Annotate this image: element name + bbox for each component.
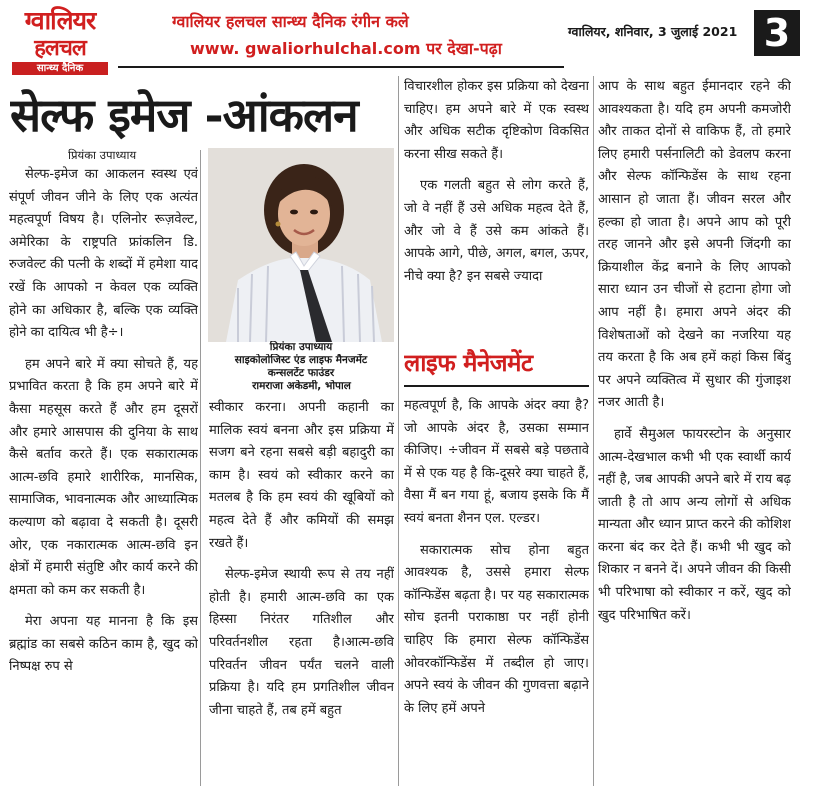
newspaper-logo[interactable] bbox=[6, 6, 114, 78]
caption-role-2: कन्सलटेंट फाउंडर bbox=[267, 367, 335, 379]
paragraph: एक गलती बहुत से लोग करते हैं, जो वे नहीं हैं उसे अधिक महत्व देते हैं, और जो वे हैं उसे कम आंकते हैं। आपके आगे, पीछे, अगल, बगल, ऊपर, नीचे क्या है? इन सबसे ज्यादा bbox=[404, 178, 589, 284]
masthead bbox=[0, 0, 821, 82]
caption-organisation: रामराजा अकेडमी, भोपाल bbox=[252, 380, 351, 392]
photo-caption bbox=[208, 341, 394, 381]
logo-line-3: सान्ध्य दैनिक bbox=[12, 62, 108, 75]
author-photo bbox=[208, 148, 394, 342]
article-column-2 bbox=[209, 380, 394, 780]
paragraph: महत्वपूर्ण है, कि आपके अंदर क्या है? जो आपके अंदर है, उसका सम्मान कीजिए। ÷जीवन में सबसे बड़े पछतावे में से एक यह है कि-दूसरे क्या चाहते हैं, वैसा मैं बन गया हूं, बजाय इसके कि मैं स्वयं बनता शैनन एल. एल्डर। bbox=[404, 398, 589, 526]
column-divider bbox=[200, 150, 201, 786]
caption-role: साइकोलोजिस्ट एंड लाइफ मैनजमेंट bbox=[234, 354, 368, 366]
article-column-1 bbox=[9, 164, 198, 784]
author-portrait-illustration bbox=[208, 148, 394, 342]
paragraph: सेल्फ-इमेज का आकलन स्वस्थ एवं संपूर्ण जीवन जीने के लिए एक अत्यंत महत्वपूर्ण विषय है। एलिनोर रूज़वेल्ट, अमेरिका के राष्ट्रपति फ्रांकलिन डि. रुजवेल्ट की पत्नी के शब्दों में हमेशा याद रखें कि आपको न केवल एक व्यक्ति होने का अधिकार है, बल्कि एक व्यक्ति होने का दायित्व भी है÷। bbox=[9, 167, 198, 341]
logo-line-2: हलचल bbox=[34, 35, 86, 61]
paragraph: सकारात्मक सोच होना बहुत आवश्यक है, उससे हमारा सेल्फ कॉन्फिडेंस बढ़ता है। पर यह सकारात्मक सोच इतनी पराकाष्ठा पर नहीं होनी चाहिए कि हमारा सेल्फ कॉन्फिडेंस ओवरकॉन्फिडेंस में तब्दील हो जाए। अपने स्वयं के जीवन की गुणवत्ता बढ़ाने के लिए हमें अपने bbox=[404, 542, 589, 716]
paragraph: आप के साथ बहुत ईमानदार रहने की आवश्यकता है। यदि हम अपनी कमजोरी और ताकत दोनों से वाकिफ हैं, तो हमारे लिए हमारी पर्सनालिटी को डेवलप करना और सेल्फ कॉन्फिडेंस के साथ रहना आसान हो जाता हैं। जीवन सरल और हल्का हो जाता है। अपने आप को पूरी तरह जानने और इसे अपनी जिंदगी का क्रियाशील केंद्र बनाने के लिए आपको सारा ध्यान उन चीजों से हटाना होगा जो आप नहीं है। हमारा अपने अंदर की विशेषताओं को देखने का नजरिया यह तय करता है कि अब हमें कहां किस बिंदु पर अपने व्यक्तित्व में सुधार की गुंजाइश नजर आती है। bbox=[598, 79, 791, 411]
dateline: ग्वालियर, शनिवार, 3 जुलाई 2021 bbox=[568, 24, 738, 39]
article-column-3-top bbox=[404, 76, 589, 338]
sub-heading-rule bbox=[404, 385, 589, 387]
masthead-tagline: ग्वालियर हलचल सान्ध्य दैनिक रंगीन कले bbox=[172, 12, 409, 31]
page-number: 3 bbox=[754, 10, 800, 56]
paragraph: हम अपने बारे में क्या सोचते हैं, यह प्रभावित करता है कि हम अपने बारे में कैसा महसूस करते हैं और हम दूसरों और हमारे आसपास की दुनिया के साथ कैसे बर्ताव करते हैं। एक सकारात्मक आत्म-छवि हमारे शारीरिक, मानसिक, सामाजिक, भावनात्मक और आध्यात्मिक कल्याण को बढ़ावा दे सकती है। दूसरी ओर, एक नकारात्मक आत्म-छवि इन क्षेत्रों में हमारी संतुष्टि और कार्य करने की क्षमता को कम कर सकती है। bbox=[9, 356, 198, 598]
paragraph: मेरा अपना यह मानना है कि इस ब्रह्मांड का सबसे कठिन काम है, खुद को निष्पक्ष रुप से bbox=[9, 614, 198, 675]
paragraph: विचारशील होकर इस प्रक्रिया को देखना चाहिए। हम अपने बारे में एक स्वस्थ और अधिक सटीक दृष्टिकोण विकसित करना सीख सकते हैं। bbox=[404, 79, 589, 162]
sub-heading: लाइफ मैनेजमेंट bbox=[404, 348, 533, 377]
paragraph: हार्वे सैमुअल फायरस्टोन के अनुसार आत्म-देखभाल कभी भी एक स्वार्थी कार्य नहीं है, जब आपकी अपने बारे में राय बढ़ जाती है तो आप अन्य लोगों से अधिक मान्यता और ध्यान प्राप्त करने की कोशिश करना बंद कर देते हैं। कभी भी खुद को शिकार न बनने दें। अपने जीवन की किसी भी परिभाषा को स्वीकार न करें, खुद को खुद परिभाषित करें। bbox=[598, 426, 791, 623]
article-column-4 bbox=[598, 76, 791, 786]
column-divider bbox=[398, 76, 399, 786]
article-headline: सेल्फ इमेज -आंकलन bbox=[10, 88, 358, 142]
paragraph: सेल्फ-इमेज स्थायी रूप से तय नहीं होती है। हमारी आत्म-छवि का एक हिस्सा निरंतर गतिशील और परिवर्तनशील रहता है।आत्म-छवि परिवर्तन जीवन पर्यंत चलने वाली प्रक्रिया है। यदि हम प्रगतिशील जीवन जीना चाहते हैं, तब हमें बहुत bbox=[209, 567, 394, 718]
paragraph: स्वीकार करना। अपनी कहानी का मालिक स्वयं बनना और इस प्रक्रिया में सजग बने रहना सबसे बड़ी बहादुरी का काम है। स्वयं को स्वीकार करने का मतलब है कि हम स्वयं की खूबियों को महत्व देते हैं और कमियों की समझ रखते हैं। bbox=[209, 400, 394, 551]
caption-name: प्रियंका उपाध्याय bbox=[269, 341, 333, 353]
article-byline: प्रियंका उपाध्याय bbox=[68, 148, 137, 162]
article-column-3-bottom bbox=[404, 395, 589, 785]
masthead-divider bbox=[118, 66, 564, 68]
column-divider bbox=[593, 76, 594, 786]
website-link[interactable]: www. gwaliorhulchal.com पर देखा-पढ़ा bbox=[190, 39, 502, 58]
logo-line-1: ग्वालियर bbox=[24, 6, 96, 35]
